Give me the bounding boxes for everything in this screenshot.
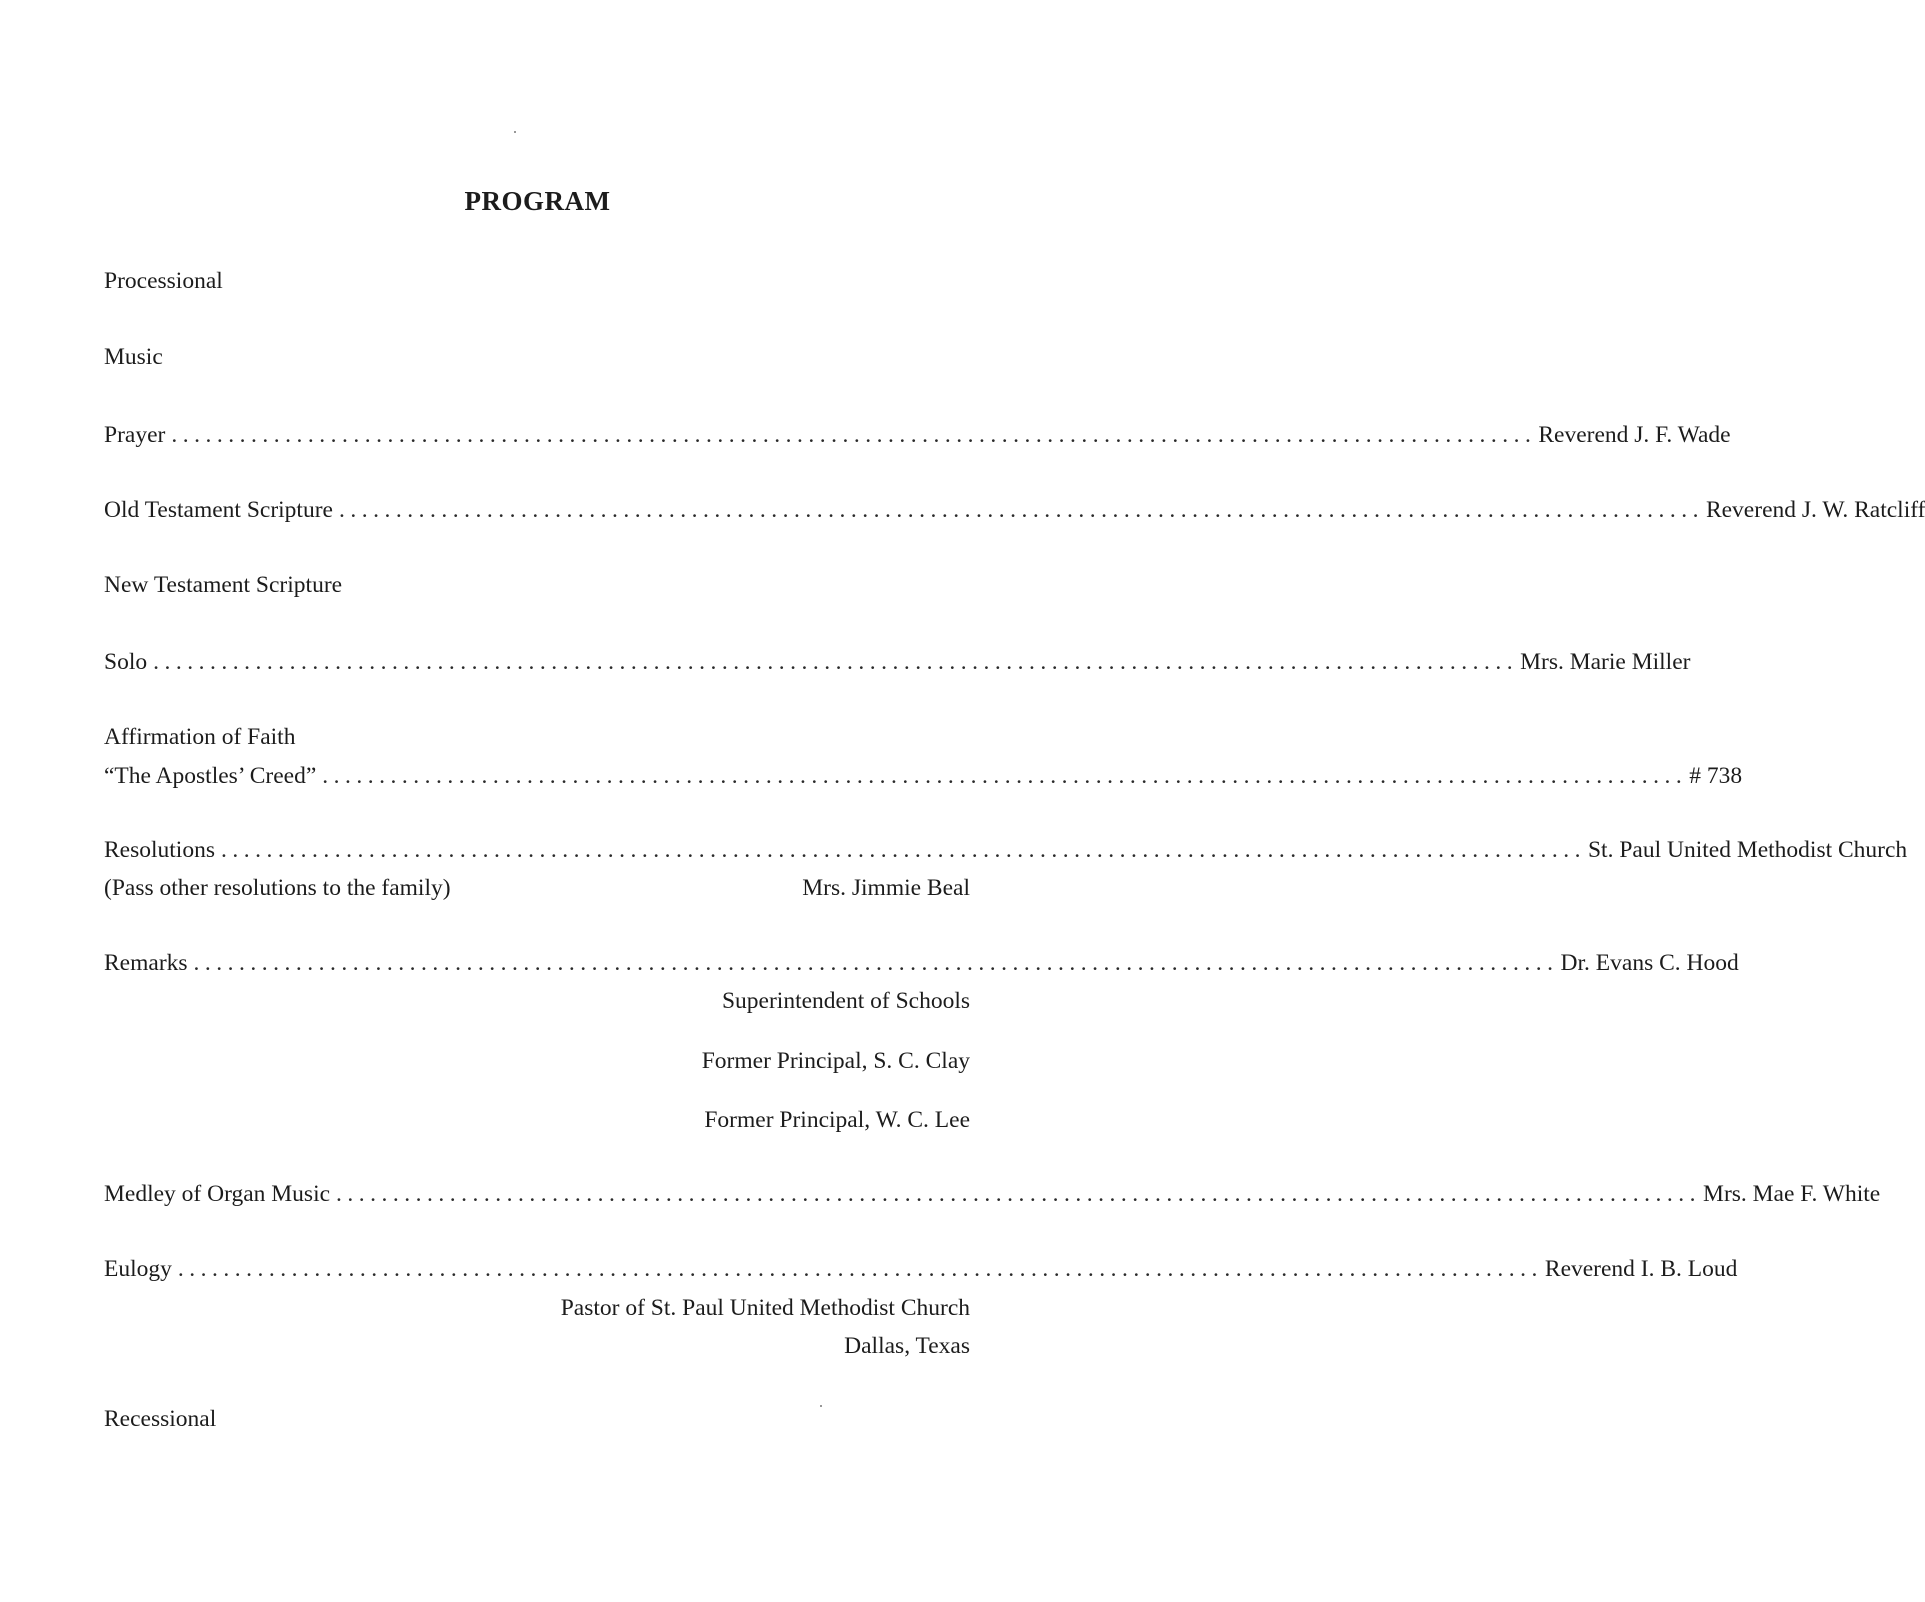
item-label: Affirmation of Faith	[104, 724, 296, 750]
hymn-number: # 738	[1689, 763, 1743, 789]
item-person: St. Paul United Methodist Church	[1587, 837, 1908, 863]
program-item-solo	[104, 647, 1691, 677]
dot-leader: ........................................................................................................................	[177, 1256, 1543, 1282]
eulogy-location: Dallas, Texas	[844, 1333, 970, 1359]
program-item-medley	[104, 1179, 1881, 1209]
item-label: Remarks	[104, 950, 188, 976]
item-person: Reverend I. B. Loud	[1544, 1256, 1738, 1282]
program-item-old-testament	[104, 495, 1925, 525]
item-note: (Pass other resolutions to the family)	[104, 875, 451, 901]
program-item-resolutions	[104, 835, 1908, 865]
item-subtitle: “The Apostles’ Creed”	[104, 763, 317, 789]
program-item-recessional	[104, 1404, 970, 1434]
remarks-speaker-2: Former Principal, S. C. Clay	[701, 1048, 970, 1074]
item-person: Reverend J. W. Ratcliff	[1705, 497, 1925, 523]
remarks-speaker-3: Former Principal, W. C. Lee	[704, 1107, 970, 1133]
item-label: Old Testament Scripture	[104, 497, 333, 523]
dot-leader: ........................................................................................................................	[338, 497, 1704, 523]
item-label: Eulogy	[104, 1256, 172, 1282]
item-person: Mrs. Marie Miller	[1520, 649, 1691, 675]
item-label: Prayer	[104, 422, 166, 448]
item-label: Resolutions	[104, 837, 215, 863]
item-person: Reverend J. F. Wade	[1538, 422, 1731, 448]
item-label: Solo	[104, 649, 148, 675]
item-label: Recessional	[104, 1406, 217, 1432]
program-item-apostles-creed	[104, 761, 1743, 791]
paper-speck	[514, 131, 516, 133]
eulogy-person-title: Pastor of St. Paul United Methodist Church	[560, 1295, 970, 1321]
dot-leader: ........................................................................................................................	[336, 1181, 1702, 1207]
program-item-new-testament	[104, 570, 970, 600]
item-person: Dr. Evans C. Hood	[1560, 950, 1739, 976]
dot-leader: ........................................................................................................................	[220, 837, 1586, 863]
dot-leader: ........................................................................................................................	[171, 422, 1537, 448]
program-item-prayer	[104, 420, 1731, 450]
item-label: New Testament Scripture	[104, 572, 343, 598]
item-label: Processional	[104, 268, 223, 294]
item-person-secondary: Mrs. Jimmie Beal	[802, 875, 970, 901]
program-item-remarks	[104, 948, 1739, 978]
item-person: Mrs. Mae F. White	[1703, 1181, 1881, 1207]
program-item-affirmation	[104, 722, 970, 752]
dot-leader: ........................................................................................................................	[153, 649, 1519, 675]
page-title: PROGRAM	[464, 186, 611, 216]
program-item-processional	[104, 266, 970, 296]
program-item-eulogy	[104, 1254, 1738, 1284]
item-label: Medley of Organ Music	[104, 1181, 331, 1207]
program-item-resolutions-note	[104, 873, 970, 903]
program-item-music	[104, 342, 970, 372]
dot-leader: ........................................................................................................................	[322, 763, 1688, 789]
item-label: Music	[104, 344, 163, 370]
remarks-person-title: Superintendent of Schools	[721, 988, 970, 1014]
dot-leader: ........................................................................................................................	[193, 950, 1559, 976]
